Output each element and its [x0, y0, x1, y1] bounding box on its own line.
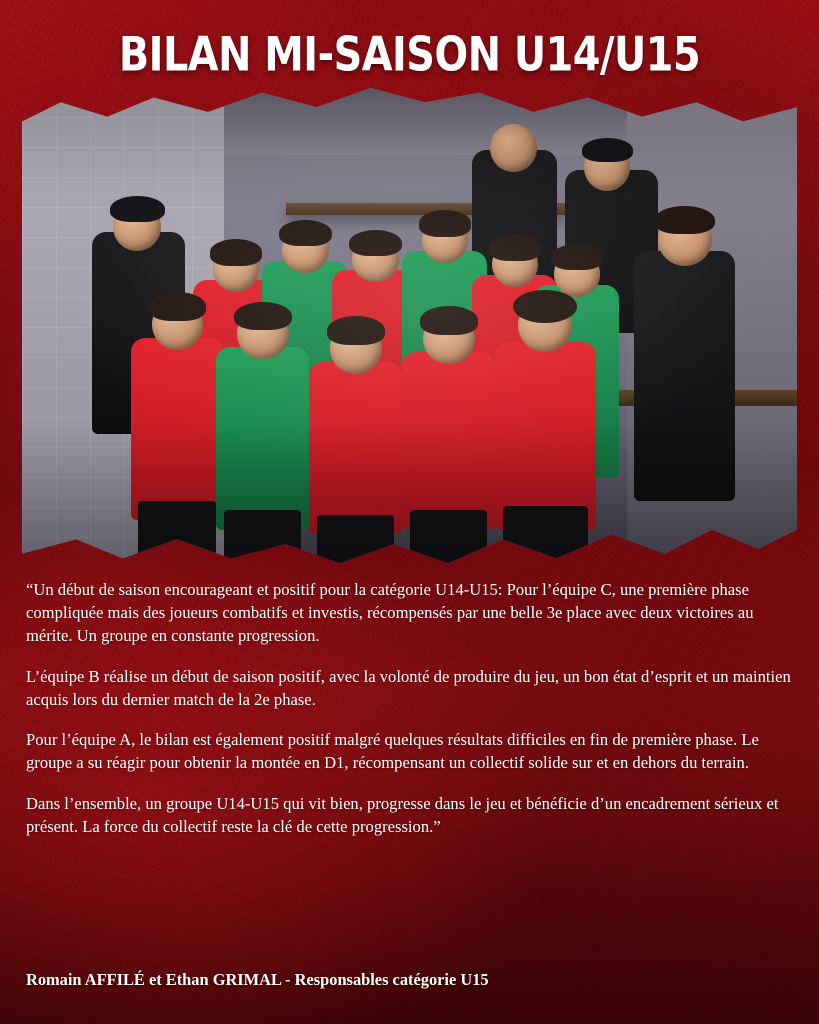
team-photo-image	[22, 88, 797, 568]
paragraph-2: L’équipe B réalise un début de saison positif, avec la volonté de produire du jeu, un bon état d’esprit et un maintien acquis lors du dernier match de la 2e phase.	[26, 666, 791, 709]
team-photo	[22, 88, 797, 568]
paragraph-1: “Un début de saison encourageant et positif pour la catégorie U14-U15: Pour l’équipe C, une première phase compliquée mais des joueurs combatifs et investis, récompensés par une belle 3e place avec deux victoires au mérite. Un groupe en constante progression.	[26, 580, 754, 646]
signature-line: Romain AFFILÉ et Ethan GRIMAL - Responsables catégorie U15	[26, 970, 489, 989]
paragraph-4: Dans l’ensemble, un groupe U14-U15 qui vit bien, progresse dans le jeu et bénéficie d’un encadrement sérieux et présent. La force du collectif reste la clé de cette progression.”	[26, 793, 779, 836]
report-text	[26, 578, 795, 838]
photo-vignette	[22, 88, 797, 568]
paragraph-3: Pour l’équipe A, le bilan est également positif malgré quelques résultats difficiles en fin de première phase. Le groupe a su réagir pour obtenir la montée en D1, récompensant un collectif solide sur et en dehors du terrain.	[26, 730, 759, 773]
page-title: BILAN MI-SAISON U14/U15	[118, 28, 701, 83]
